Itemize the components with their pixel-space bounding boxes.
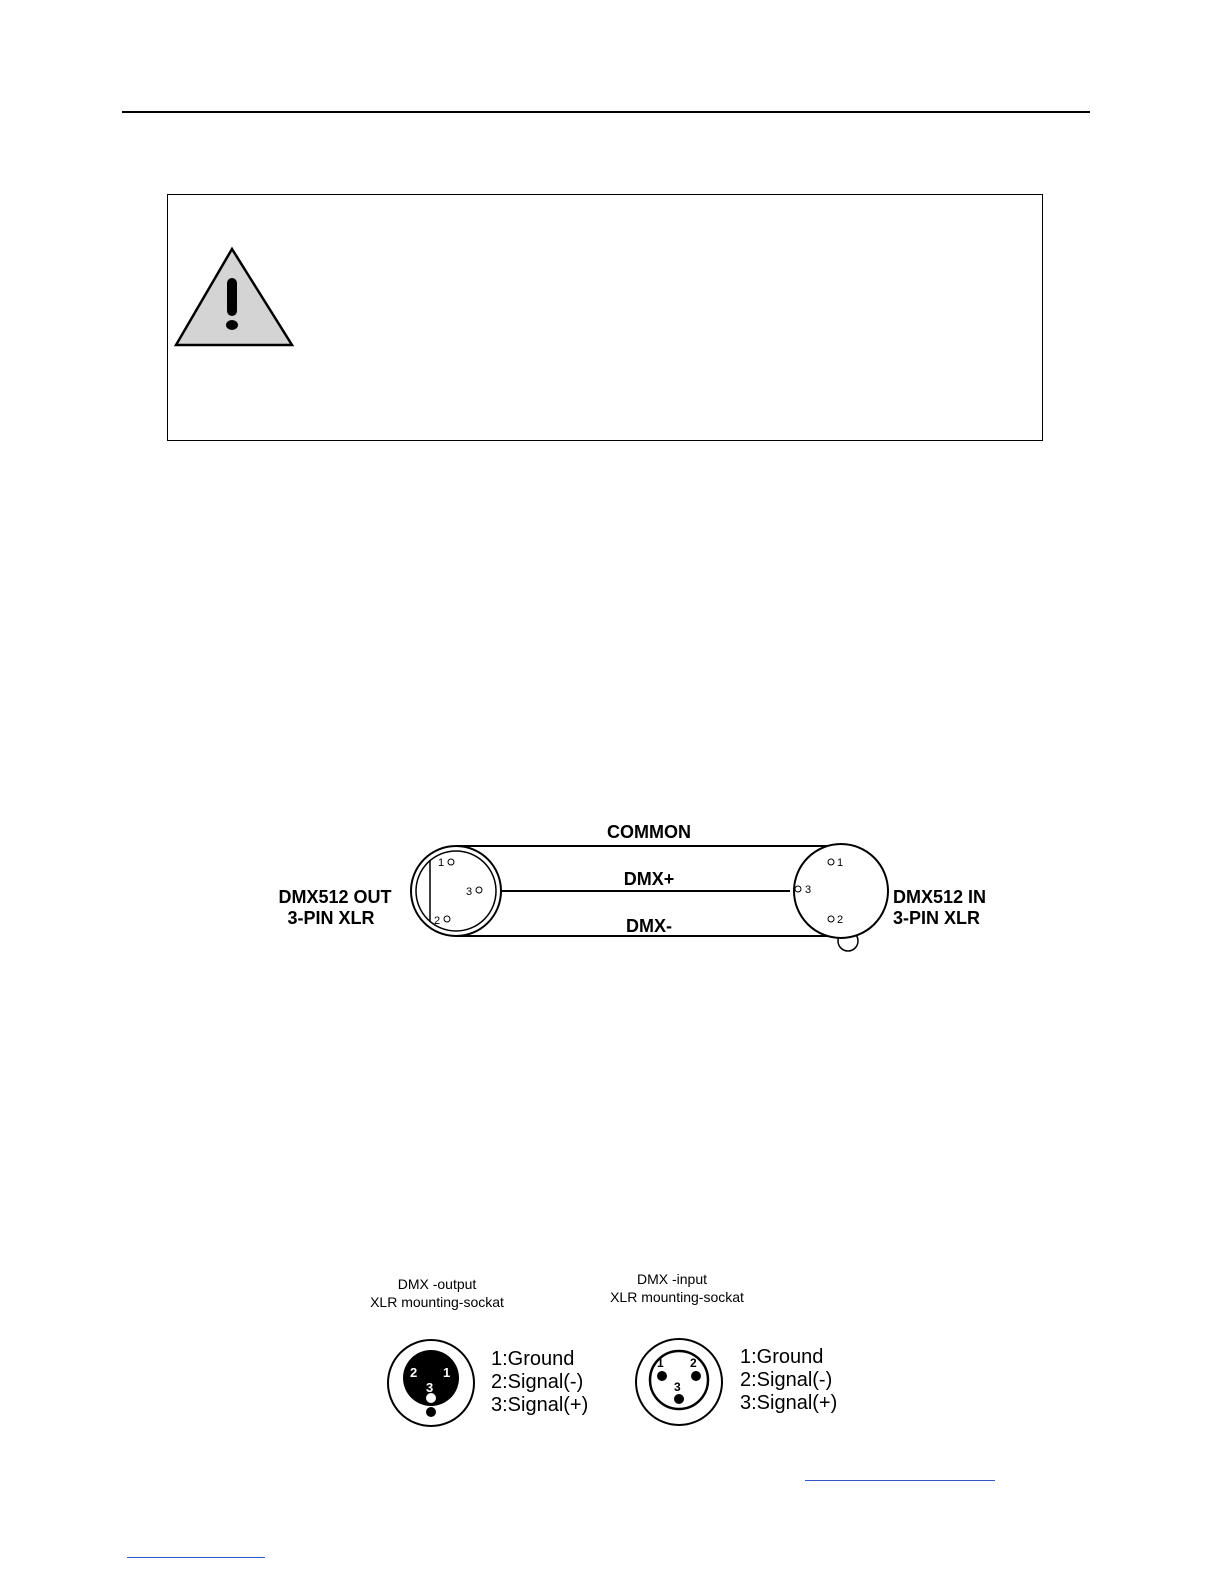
warning-triangle-icon [174, 245, 296, 349]
common-label: COMMON [607, 822, 691, 842]
in-connector-sublabel: 3-PIN XLR [893, 908, 981, 928]
warning-box [167, 194, 1043, 441]
output-title: DMX -output [397, 1276, 477, 1292]
dmx-minus-label: DMX- [626, 916, 672, 936]
output-socket [370, 1276, 588, 1426]
in-pin2-label: 2 [837, 914, 844, 926]
output-pin-2: 2 [410, 1365, 418, 1380]
out-connector-label: DMX512 OUT [278, 887, 392, 907]
output-legend-1: 1:Ground [491, 1348, 575, 1370]
input-title: DMX -input [636, 1271, 708, 1287]
out-pin3-label: 3 [466, 886, 473, 898]
dmx-plus-label: DMX+ [623, 869, 675, 889]
input-legend-1: 1:Ground [740, 1346, 824, 1368]
in-connector [794, 844, 888, 951]
output-pin-1: 1 [443, 1365, 451, 1380]
input-pin-1: 1 [657, 1356, 664, 1370]
output-legend-3: 3:Signal(+) [491, 1394, 589, 1416]
hyperlink-underline[interactable] [127, 1557, 265, 1558]
in-pin3-label: 3 [805, 884, 812, 896]
out-connector [411, 846, 501, 936]
input-socket [610, 1271, 837, 1425]
xlr-pinout-diagrams [350, 1268, 870, 1438]
input-pin-3: 3 [674, 1380, 681, 1394]
input-legend-2: 2:Signal(-) [740, 1369, 833, 1391]
in-pin1-label: 1 [837, 857, 844, 869]
input-subtitle: XLR mounting-sockat [610, 1289, 744, 1305]
input-legend-3: 3:Signal(+) [740, 1392, 838, 1414]
hyperlink-underline[interactable] [805, 1480, 995, 1481]
header-rule [122, 111, 1090, 113]
out-pin1-label: 1 [438, 857, 445, 869]
output-subtitle: XLR mounting-sockat [370, 1294, 504, 1310]
out-pin2-label: 2 [434, 915, 441, 927]
output-legend-2: 2:Signal(-) [491, 1371, 584, 1393]
in-connector-label: DMX512 IN [893, 887, 987, 907]
out-connector-sublabel: 3-PIN XLR [287, 908, 375, 928]
input-pin-2: 2 [690, 1356, 697, 1370]
dmx-wiring-diagram [268, 815, 1008, 955]
output-pin-3: 3 [426, 1380, 434, 1395]
